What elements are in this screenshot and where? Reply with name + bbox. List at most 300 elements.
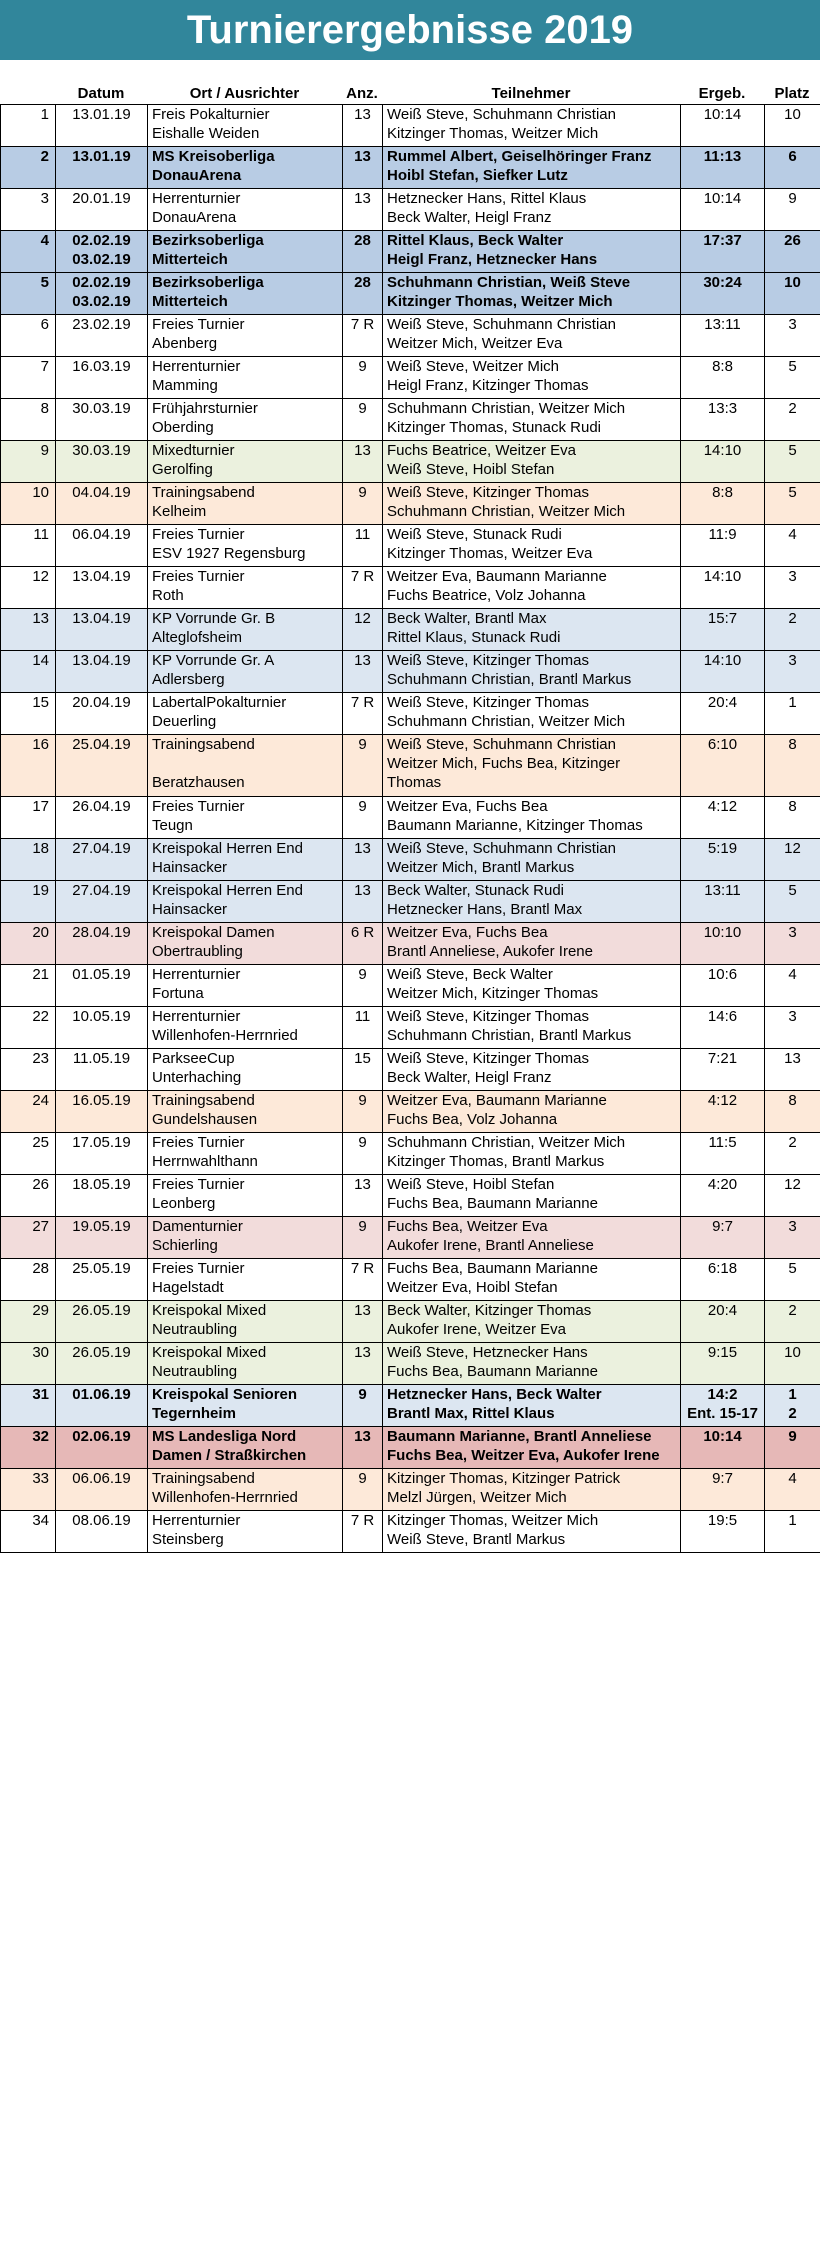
cell-teilnehmer-line: Weiß Steve, Hoibl Stefan <box>387 461 555 478</box>
cell-platz-line: 1 <box>788 1386 797 1403</box>
cell-platz <box>765 1175 820 1217</box>
cell-ort-line: KP Vorrunde Gr. B <box>152 610 276 627</box>
cell-teilnehmer-line: Weiß Steve, Hoibl Stefan <box>387 1176 555 1193</box>
cell-datum <box>56 1469 148 1511</box>
cell-ort-line: Alteglofsheim <box>152 629 243 646</box>
cell-nr: 32 <box>1 1427 56 1469</box>
cell-ergeb-line: 19:5 <box>707 1512 738 1529</box>
cell-platz-line: 12 <box>784 840 801 857</box>
cell-teilnehmer-line: Weitzer Mich, Brantl Markus <box>387 859 575 876</box>
cell-datum <box>56 483 148 525</box>
cell-datum <box>56 1133 148 1175</box>
cell-teilnehmer-line: Hetznecker Hans, Rittel Klaus <box>387 190 587 207</box>
cell-datum <box>56 1217 148 1259</box>
cell-nr: 11 <box>1 525 56 567</box>
cell-nr: 8 <box>1 399 56 441</box>
cell-ort <box>148 839 343 881</box>
cell-platz <box>765 1259 820 1301</box>
cell-ort <box>148 1427 343 1469</box>
cell-ort-line: Mitterteich <box>152 251 228 268</box>
cell-ergeb-line: 9:15 <box>707 1344 738 1361</box>
cell-anz: 9 <box>343 357 383 399</box>
cell-datum-line: 13.04.19 <box>72 610 131 627</box>
cell-platz-line: 4 <box>788 1470 797 1487</box>
cell-datum-line: 19.05.19 <box>72 1218 131 1235</box>
cell-teilnehmer <box>383 881 681 923</box>
cell-platz-line: 3 <box>788 1008 797 1025</box>
cell-ort-line: Freies Turnier <box>152 316 245 333</box>
column-header-row <box>0 60 820 104</box>
cell-datum-line: 06.04.19 <box>72 526 131 543</box>
cell-platz <box>765 693 820 735</box>
table-row <box>1 441 820 483</box>
cell-teilnehmer-line: Brantl Anneliese, Aukofer Irene <box>387 943 593 960</box>
cell-teilnehmer-line: Kitzinger Thomas, Weitzer Mich <box>387 125 599 142</box>
cell-ort-line: Bezirksoberliga <box>152 274 264 291</box>
cell-ort-line: Deuerling <box>152 713 217 730</box>
cell-ort-line: Steinsberg <box>152 1531 224 1548</box>
cell-datum-line: 01.05.19 <box>72 966 131 983</box>
cell-anz: 7 R <box>343 1511 383 1553</box>
cell-platz-line: 10 <box>784 106 801 123</box>
cell-anz: 7 R <box>343 693 383 735</box>
cell-platz <box>765 735 820 797</box>
cell-teilnehmer <box>383 231 681 273</box>
cell-ort-line: Kreispokal Senioren <box>152 1386 298 1403</box>
cell-teilnehmer <box>383 1217 681 1259</box>
cell-datum <box>56 1301 148 1343</box>
cell-platz-line: 1 <box>788 694 797 711</box>
cell-platz-line: 4 <box>788 526 797 543</box>
cell-platz-line: 2 <box>788 1302 797 1319</box>
cell-ergeb <box>681 1385 765 1427</box>
cell-datum <box>56 1091 148 1133</box>
cell-teilnehmer-line: Heigl Franz, Kitzinger Thomas <box>387 377 589 394</box>
cell-anz: 9 <box>343 797 383 839</box>
cell-platz-line: 2 <box>788 1134 797 1151</box>
cell-datum <box>56 1049 148 1091</box>
table-row <box>1 399 820 441</box>
cell-datum-line: 27.04.19 <box>72 882 131 899</box>
cell-ergeb-line: 8:8 <box>712 484 733 501</box>
cell-teilnehmer <box>383 525 681 567</box>
table-row <box>1 1091 820 1133</box>
cell-teilnehmer-line: Brantl Max, Rittel Klaus <box>387 1405 555 1422</box>
table-row <box>1 1469 820 1511</box>
cell-ort-line: Freies Turnier <box>152 1260 245 1277</box>
cell-teilnehmer-line: Heigl Franz, Hetznecker Hans <box>387 251 598 268</box>
cell-teilnehmer-line: Rummel Albert, Geiselhöringer Franz <box>387 148 652 165</box>
cell-anz: 11 <box>343 525 383 567</box>
cell-ergeb <box>681 1259 765 1301</box>
cell-datum <box>56 1259 148 1301</box>
cell-nr: 28 <box>1 1259 56 1301</box>
table-row <box>1 609 820 651</box>
cell-anz: 28 <box>343 273 383 315</box>
cell-ergeb-line: 7:21 <box>707 1050 738 1067</box>
cell-ergeb <box>681 881 765 923</box>
cell-teilnehmer-line: Weitzer Eva, Fuchs Bea <box>387 798 548 815</box>
table-row <box>1 273 820 315</box>
cell-platz <box>765 1049 820 1091</box>
cell-datum <box>56 1175 148 1217</box>
cell-ergeb-line: 13:11 <box>704 882 741 899</box>
cell-ort-line: Hagelstadt <box>152 1279 224 1296</box>
cell-datum-line: 08.06.19 <box>72 1512 131 1529</box>
cell-teilnehmer <box>383 1343 681 1385</box>
cell-anz: 13 <box>343 147 383 189</box>
cell-ergeb-line: 10:6 <box>707 966 738 983</box>
cell-platz-line: 10 <box>784 1344 801 1361</box>
cell-teilnehmer-line: Kitzinger Thomas, Stunack Rudi <box>387 419 601 436</box>
table-row <box>1 1007 820 1049</box>
cell-platz <box>765 1091 820 1133</box>
cell-ort-line: KP Vorrunde Gr. A <box>152 652 275 669</box>
cell-ort-line: Adlersberg <box>152 671 225 688</box>
cell-ort-line: Trainingsabend <box>152 1470 255 1487</box>
cell-ort <box>148 651 343 693</box>
cell-datum <box>56 189 148 231</box>
cell-datum <box>56 609 148 651</box>
cell-ort-line: Freies Turnier <box>152 1134 245 1151</box>
cell-ergeb-line: 15:7 <box>707 610 738 627</box>
cell-teilnehmer-line: Baumann Marianne, Kitzinger Thomas <box>387 817 643 834</box>
cell-ergeb-line: 17:37 <box>703 232 742 249</box>
cell-ort-line: MS Landesliga Nord <box>152 1428 297 1445</box>
cell-ort-line: Kreispokal Damen <box>152 924 275 941</box>
cell-teilnehmer-line: Weitzer Eva, Baumann Marianne <box>387 1092 607 1109</box>
cell-ort <box>148 1511 343 1553</box>
cell-datum-line: 25.04.19 <box>72 736 131 753</box>
cell-datum <box>56 923 148 965</box>
cell-teilnehmer-line: Aukofer Irene, Brantl Anneliese <box>387 1237 594 1254</box>
cell-teilnehmer-line: Fuchs Beatrice, Volz Johanna <box>387 587 586 604</box>
cell-ergeb-line: 4:20 <box>707 1176 738 1193</box>
cell-teilnehmer-line: Aukofer Irene, Weitzer Eva <box>387 1321 566 1338</box>
table-row <box>1 797 820 839</box>
cell-datum <box>56 315 148 357</box>
cell-datum <box>56 693 148 735</box>
cell-ort <box>148 1175 343 1217</box>
cell-datum-line: 06.06.19 <box>72 1470 131 1487</box>
cell-datum <box>56 797 148 839</box>
cell-datum-line: 03.02.19 <box>72 293 131 310</box>
cell-ort-line: Mitterteich <box>152 293 228 310</box>
cell-anz: 13 <box>343 839 383 881</box>
cell-nr: 3 <box>1 189 56 231</box>
cell-teilnehmer-line: Kitzinger Thomas, Weitzer Mich <box>387 293 613 310</box>
cell-nr: 18 <box>1 839 56 881</box>
cell-teilnehmer-line: Weiß Steve, Hetznecker Hans <box>387 1344 588 1361</box>
cell-teilnehmer <box>383 357 681 399</box>
cell-datum-line: 25.05.19 <box>72 1260 131 1277</box>
cell-ort <box>148 273 343 315</box>
cell-ort <box>148 441 343 483</box>
table-row <box>1 839 820 881</box>
cell-ergeb-line: 8:8 <box>712 358 733 375</box>
cell-teilnehmer <box>383 735 681 797</box>
cell-anz: 9 <box>343 1385 383 1427</box>
cell-ergeb <box>681 1217 765 1259</box>
cell-teilnehmer-line: Fuchs Bea, Baumann Marianne <box>387 1260 598 1277</box>
cell-anz: 9 <box>343 1217 383 1259</box>
cell-platz-line: 10 <box>784 274 801 291</box>
cell-anz: 13 <box>343 1301 383 1343</box>
cell-datum-line: 13.04.19 <box>72 652 131 669</box>
cell-ort <box>148 399 343 441</box>
cell-teilnehmer-line: Fuchs Bea, Baumann Marianne <box>387 1363 598 1380</box>
cell-anz: 9 <box>343 483 383 525</box>
cell-platz <box>765 797 820 839</box>
cell-teilnehmer <box>383 1259 681 1301</box>
page-title: Turnierergebnisse 2019 <box>186 8 634 52</box>
cell-anz: 13 <box>343 1343 383 1385</box>
cell-nr: 30 <box>1 1343 56 1385</box>
cell-ort-line: Herrenturnier <box>152 1008 241 1025</box>
cell-nr: 20 <box>1 923 56 965</box>
cell-datum <box>56 1007 148 1049</box>
cell-ergeb <box>681 1427 765 1469</box>
cell-teilnehmer-line: Hoibl Stefan, Siefker Lutz <box>387 167 568 184</box>
cell-datum <box>56 105 148 147</box>
cell-teilnehmer <box>383 651 681 693</box>
cell-platz-line: 3 <box>788 652 797 669</box>
cell-ort-line: Oberding <box>152 419 214 436</box>
cell-anz: 12 <box>343 609 383 651</box>
cell-anz: 9 <box>343 1469 383 1511</box>
cell-teilnehmer-line: Kitzinger Thomas, Weitzer Eva <box>387 545 593 562</box>
cell-ort-line: Fortuna <box>152 985 204 1002</box>
cell-anz: 13 <box>343 1427 383 1469</box>
cell-datum <box>56 1427 148 1469</box>
cell-platz-line: 5 <box>788 442 797 459</box>
cell-ort <box>148 923 343 965</box>
cell-ort-line: Hainsacker <box>152 859 228 876</box>
cell-teilnehmer <box>383 273 681 315</box>
cell-ergeb-line: 13:3 <box>707 400 738 417</box>
cell-ort-line <box>152 754 338 773</box>
cell-teilnehmer <box>383 567 681 609</box>
cell-ergeb <box>681 189 765 231</box>
cell-teilnehmer-line: Weiß Steve, Stunack Rudi <box>387 526 562 543</box>
cell-ort-line: Damen / Straßkirchen <box>152 1447 307 1464</box>
cell-teilnehmer-line: Schuhmann Christian, Brantl Markus <box>387 1027 632 1044</box>
cell-nr: 4 <box>1 231 56 273</box>
cell-ort-line: Kreispokal Herren End <box>152 882 303 899</box>
cell-ort <box>148 315 343 357</box>
cell-ergeb-line: 14:10 <box>703 568 742 585</box>
cell-ort-line: Kreispokal Mixed <box>152 1302 267 1319</box>
cell-platz <box>765 923 820 965</box>
cell-ergeb <box>681 399 765 441</box>
cell-anz: 7 R <box>343 315 383 357</box>
table-row <box>1 567 820 609</box>
cell-ort-line: Gerolfing <box>152 461 213 478</box>
cell-ergeb-line: 9:7 <box>712 1218 733 1235</box>
cell-platz-line: 8 <box>788 736 797 753</box>
cell-ort-line: Freies Turnier <box>152 798 245 815</box>
cell-nr: 23 <box>1 1049 56 1091</box>
cell-ergeb-line: 14:10 <box>703 442 742 459</box>
cell-teilnehmer-line: Weitzer Mich, Weitzer Eva <box>387 335 563 352</box>
cell-ort <box>148 231 343 273</box>
cell-platz <box>765 231 820 273</box>
cell-platz-line: 8 <box>788 798 797 815</box>
cell-datum <box>56 399 148 441</box>
cell-datum-line: 02.02.19 <box>72 274 131 291</box>
cell-teilnehmer <box>383 1385 681 1427</box>
cell-datum-line: 20.01.19 <box>72 190 131 207</box>
cell-ergeb <box>681 1049 765 1091</box>
cell-datum-line: 23.02.19 <box>72 316 131 333</box>
column-header-teilnehmer: Teilnehmer <box>491 85 571 102</box>
cell-ort-line: Schierling <box>152 1237 218 1254</box>
table-row <box>1 1301 820 1343</box>
cell-teilnehmer-line: Weitzer Eva, Hoibl Stefan <box>387 1279 558 1296</box>
cell-datum-line: 30.03.19 <box>72 442 131 459</box>
cell-ort <box>148 797 343 839</box>
cell-platz-line: 3 <box>788 568 797 585</box>
cell-nr: 17 <box>1 797 56 839</box>
cell-platz <box>765 525 820 567</box>
cell-ort-line: Trainingsabend <box>152 1092 255 1109</box>
cell-datum-line: 27.04.19 <box>72 840 131 857</box>
cell-platz <box>765 1217 820 1259</box>
cell-platz <box>765 1343 820 1385</box>
cell-ort <box>148 1343 343 1385</box>
cell-ort-line: Kreispokal Mixed <box>152 1344 267 1361</box>
cell-teilnehmer-line: Beck Walter, Heigl Franz <box>387 209 552 226</box>
cell-teilnehmer-line: Hetznecker Hans, Beck Walter <box>387 1386 602 1403</box>
cell-ergeb <box>681 1007 765 1049</box>
cell-platz-line: 5 <box>788 484 797 501</box>
cell-datum <box>56 441 148 483</box>
cell-platz-line: 3 <box>788 924 797 941</box>
cell-teilnehmer-line: Hetznecker Hans, Brantl Max <box>387 901 583 918</box>
cell-platz-line: 5 <box>788 882 797 899</box>
cell-datum <box>56 839 148 881</box>
cell-datum <box>56 1385 148 1427</box>
cell-ergeb <box>681 735 765 797</box>
table-row <box>1 1427 820 1469</box>
cell-ergeb-line: 11:5 <box>708 1134 737 1151</box>
cell-ergeb-line: 5:19 <box>707 840 738 857</box>
cell-teilnehmer-line: Kitzinger Thomas, Kitzinger Patrick <box>387 1470 621 1487</box>
cell-ort-line: Willenhofen-Herrnried <box>152 1489 298 1506</box>
cell-platz <box>765 105 820 147</box>
cell-ergeb-line: 10:14 <box>703 1428 742 1445</box>
cell-ergeb <box>681 609 765 651</box>
cell-teilnehmer <box>383 1469 681 1511</box>
cell-ort <box>148 965 343 1007</box>
cell-platz-line: 2 <box>788 400 797 417</box>
cell-datum-line: 04.04.19 <box>72 484 131 501</box>
cell-platz-line: 8 <box>788 1092 797 1109</box>
cell-datum-line: 18.05.19 <box>72 1176 131 1193</box>
cell-platz <box>765 399 820 441</box>
cell-platz-line: 2 <box>788 1405 797 1422</box>
cell-ergeb <box>681 1175 765 1217</box>
cell-ergeb-line: 4:12 <box>707 798 738 815</box>
table-row <box>1 693 820 735</box>
cell-ort-line: Kelheim <box>152 503 207 520</box>
cell-teilnehmer-line: Weiß Steve, Kitzinger Thomas <box>387 1050 590 1067</box>
cell-ergeb-line: 10:14 <box>703 106 742 123</box>
cell-nr: 27 <box>1 1217 56 1259</box>
table-row <box>1 1049 820 1091</box>
cell-teilnehmer <box>383 483 681 525</box>
cell-teilnehmer-line: Beck Walter, Stunack Rudi <box>387 882 565 899</box>
cell-ort <box>148 525 343 567</box>
cell-ergeb-line: 9:7 <box>712 1470 733 1487</box>
cell-datum <box>56 231 148 273</box>
cell-platz-line: 5 <box>788 358 797 375</box>
cell-datum <box>56 357 148 399</box>
cell-teilnehmer-line: Schuhmann Christian, Weitzer Mich <box>387 713 626 730</box>
table-row <box>1 147 820 189</box>
cell-ort <box>148 1007 343 1049</box>
table-row <box>1 1175 820 1217</box>
cell-ergeb <box>681 525 765 567</box>
cell-datum-line: 02.02.19 <box>72 232 131 249</box>
cell-datum-line: 13.01.19 <box>72 106 131 123</box>
table-row <box>1 1511 820 1553</box>
cell-anz: 7 R <box>343 567 383 609</box>
cell-ort-line: Roth <box>152 587 184 604</box>
cell-ergeb-line: 20:4 <box>707 694 738 711</box>
cell-nr: 24 <box>1 1091 56 1133</box>
cell-datum-line: 26.05.19 <box>72 1302 131 1319</box>
cell-anz: 13 <box>343 189 383 231</box>
cell-ergeb <box>681 1091 765 1133</box>
cell-teilnehmer-line: Kitzinger Thomas, Brantl Markus <box>387 1153 605 1170</box>
cell-teilnehmer-line: Weiß Steve, Weitzer Mich <box>387 358 559 375</box>
table-row <box>1 105 820 147</box>
cell-nr: 14 <box>1 651 56 693</box>
cell-teilnehmer <box>383 441 681 483</box>
cell-nr: 21 <box>1 965 56 1007</box>
cell-anz: 9 <box>343 1133 383 1175</box>
cell-ergeb <box>681 965 765 1007</box>
cell-nr: 5 <box>1 273 56 315</box>
cell-platz-line: 1 <box>788 1512 797 1529</box>
cell-teilnehmer <box>383 693 681 735</box>
cell-ergeb <box>681 441 765 483</box>
cell-datum-line: 16.03.19 <box>72 358 131 375</box>
cell-ergeb <box>681 1511 765 1553</box>
cell-ort <box>148 567 343 609</box>
cell-datum-line: 17.05.19 <box>72 1134 131 1151</box>
cell-datum <box>56 1343 148 1385</box>
cell-ort-line: Trainingsabend <box>152 484 255 501</box>
cell-ergeb-line: 30:24 <box>703 274 742 291</box>
cell-teilnehmer <box>383 797 681 839</box>
cell-teilnehmer-line: Fuchs Bea, Weitzer Eva <box>387 1218 548 1235</box>
cell-platz <box>765 1133 820 1175</box>
cell-teilnehmer-line: Rittel Klaus, Stunack Rudi <box>387 629 561 646</box>
cell-ort <box>148 693 343 735</box>
cell-teilnehmer <box>383 1049 681 1091</box>
cell-ort-line: Trainingsabend <box>152 736 255 753</box>
cell-ergeb <box>681 315 765 357</box>
cell-ergeb-line: 6:10 <box>707 736 738 753</box>
table-row <box>1 1133 820 1175</box>
cell-nr: 7 <box>1 357 56 399</box>
column-header-ergeb: Ergeb. <box>698 85 746 102</box>
cell-datum-line: 02.06.19 <box>72 1428 131 1445</box>
cell-nr: 16 <box>1 735 56 797</box>
cell-platz-line: 9 <box>788 190 797 207</box>
